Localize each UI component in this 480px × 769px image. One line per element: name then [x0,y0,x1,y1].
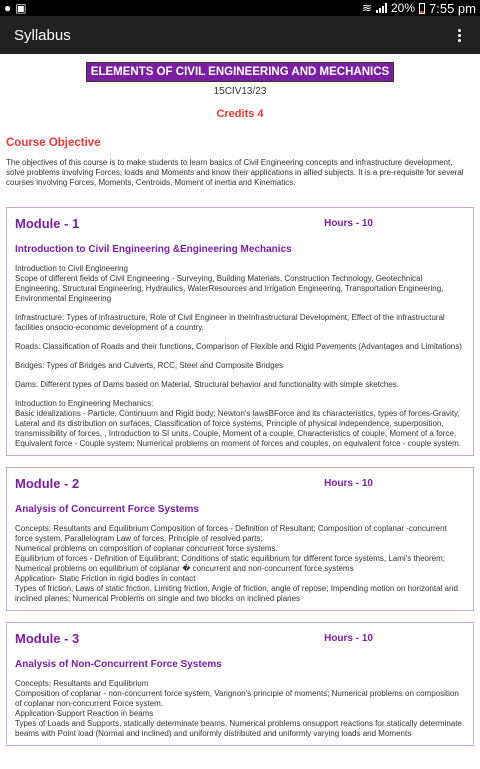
module-paragraph: Introduction to Civil Engineering Scope of different fields of Civil Engineering - Surveying, Building Materials, Construction Technology, Geotechnical Engineering, Structural Engineering, Hydraulics, WaterResources and Irrigation Engineering, Transportation Engineering, Environmental Engineering [15,264,444,303]
status-time: 7:55 pm [429,0,476,16]
wifi-icon: ≋ [361,1,372,15]
module-paragraph: Bridges: Types of Bridges and Culverts, RCC, Steel and Composite Bridges [15,361,283,370]
subject-title: ELEMENTS OF CIVIL ENGINEERING AND MECHANICS [86,62,394,82]
module-description [15,524,465,604]
module-hours: Hours - 10 [324,633,373,644]
module-description [15,264,465,449]
module-card-2 [6,467,474,611]
battery-percent: 20% [390,1,416,15]
module-paragraph: Infrastructure: Types of infrastructure, Role of Civil Engineer in theInfrastructural Development, Effect of the infrastructural facilities onsocio-economic development of a country. [15,313,445,332]
module-card-1 [6,207,474,456]
module-paragraph: Concepts: Resultants and Equilibrium Composition of forces - Definition of Resultant; Composition of coplanar -concurrent force system, Parallelogram Law of forces, Principle of resolved parts; Numerical problems on composition of coplanar concurrent force systems. Equilibrium of forces - Definition of Equilibrant; Conditions of static equilibrium for different force systems, Lami's theorem; Numerical problems on equilibrium of coplanar � concurrent and non-concurrent force systems Application- Static Friction in rigid bodies in contact Types of friction, Laws of static friction, Limiting friction, Angle of friction, angle of repose; Impending motion on horizontal and inclined planes; Numerical Problems on single and two blocks on inclined planes [15,524,458,603]
objective-heading: Course Objective [6,137,101,149]
module-name: Module - 3 [15,631,80,646]
credits-label: Credits 4 [216,108,264,120]
subject-code: 15CIV13/23 [213,86,267,97]
module-hours: Hours - 10 [324,478,373,489]
module-hours: Hours - 10 [324,218,373,229]
module-paragraph: Roads: Classification of Roads and their functions, Comparison of Flexible and Rigid Pavements (Advantages and Limitations) [15,342,462,351]
overflow-menu-icon[interactable] [452,29,466,42]
module-description [15,679,465,739]
app-title: Syllabus [14,26,71,44]
module-topic: Introduction to Civil Engineering &Engineering Mechanics [15,244,292,255]
module-paragraph: Concepts: Resultants and Equilibrium Composition of coplanar - non-concurrent force system, Varignon's principle of moments; Numerical problems on composition of coplanar non-concurrent Force system. Application-Support Reaction in beams Types of Loads and Supports, statically determinate beams, Numerical problems onsupport reactions for statically determinate beams with Point load (Normal and inclined) and uniformly distributed and uniformly varying loads and Moments [15,679,462,738]
objective-text: The objectives of this course is to make students to learn basics of Civil Engineering concepts and infrastructure development, solve problems involving Forces, loads and Moments and know their applications in allied subjects. It is a pre-requisite for several courses involving Forces, Moments, Centroids, Moment of inertia and Kinematics. [6,158,464,187]
syllabus-content[interactable] [0,54,480,769]
module-topic: Analysis of Concurrent Force Systems [15,504,199,515]
module-paragraph: Introduction to Engineering Mechanics: Basic idealizations - Particle, Continuum and Rigid body; Newton's lawsBForce and its characteristics, types of forces-Gravity, Lateral and its distribution on surfaces, Classification of force systems, Principle of physical independence, superposition, transmissibility of forces, , Introduction to SI units. Couple, Moment of a couple, Characteristics of couple, Moment of a force, Equivalent force - Couple system; Numerical problems on moment of forces and couples, on equivalent force - couple system. [15,399,461,448]
module-name: Module - 1 [15,216,80,231]
module-name: Module - 2 [15,476,80,491]
module-card-3 [6,622,474,746]
app-bar [0,16,480,54]
status-bar [0,0,480,16]
module-topic: Analysis of Non-Concurrent Force Systems [15,659,222,670]
signal-icon [376,3,387,13]
module-paragraph: Dams: Different types of Dams based on Material, Structural behavior and functionality with simple sketches. [15,380,400,389]
battery-icon [419,3,425,14]
notification-icon: ● [4,1,12,15]
image-notification-icon: ▣ [15,1,27,15]
